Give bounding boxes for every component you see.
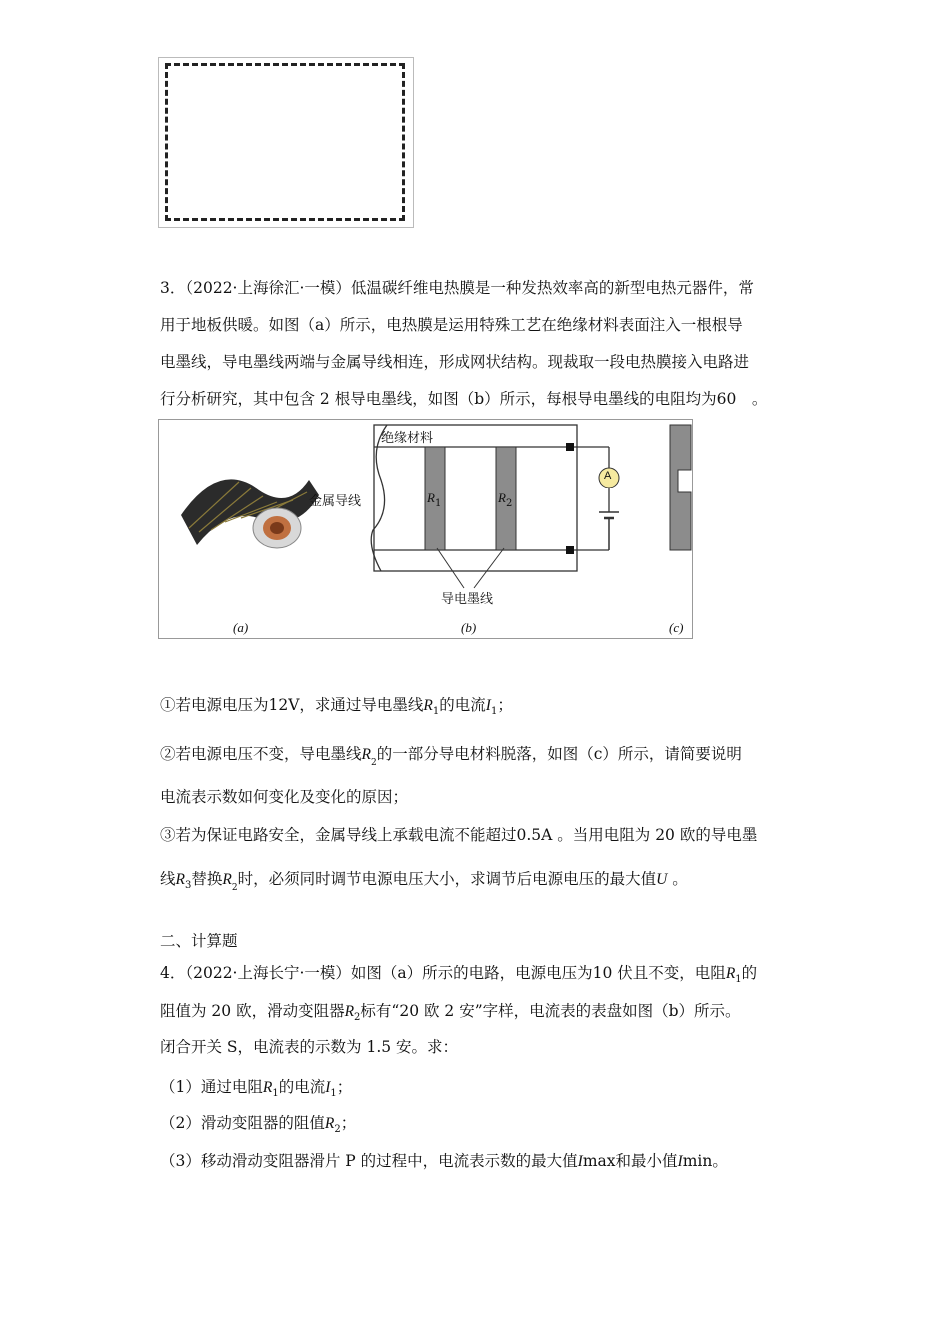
- heating-film-illustration: [181, 479, 319, 548]
- terminal-bottom: [566, 546, 574, 554]
- q4-line-2: 阻值为 20 欧，滑动变阻器$R_2$标有“20 欧 2 安”字样，电流表的表盘如图（b）所示。: [160, 1002, 741, 1023]
- q4-line-1: 4．（2022·上海长宁·一模）如图（a）所示的电路，电源电压为10 伏且不变，电阻$R_1$的: [160, 964, 758, 985]
- dashed-border: [165, 63, 405, 221]
- q4-part-3: （3）移动滑动变阻器滑片 P 的过程中，电流表示数的最大值Imax和最小值Imin。: [160, 1152, 728, 1170]
- q4-part-1: （1）通过电阻$R_1$的电流$I_1$；: [160, 1078, 353, 1099]
- q3-sub-1: ①若电源电压为12V，求通过导电墨线$R_1$的电流$I_1$；: [160, 696, 513, 717]
- section-heading: 二、计算题: [160, 932, 238, 950]
- placeholder-figure: [158, 57, 414, 228]
- caption-c: (c): [669, 620, 684, 635]
- caption-b: (b): [461, 620, 477, 635]
- figure-svg: [159, 420, 692, 638]
- q3-line-3: 电墨线，导电墨线两端与金属导线相连，形成网状结构。现裁取一段电热膜接入电路进: [160, 353, 750, 371]
- damaged-ink-line: [670, 425, 691, 550]
- q3-sub-2: ②若电源电压不变，导电墨线$R_2$的一部分导电材料脱落，如图（c）所示，请简要说明: [160, 745, 742, 768]
- q3-line-2: 用于地板供暖。如图（a）所示，电热膜是运用特殊工艺在绝缘材料表面注入一根根导: [160, 316, 743, 334]
- label-insulation: 绝缘材料: [381, 431, 434, 446]
- ammeter-label: A: [604, 470, 612, 482]
- label-r1: $R_1$: [427, 490, 442, 509]
- caption-a: (a): [233, 620, 249, 635]
- label-ink-line: 导电墨线: [441, 592, 494, 607]
- terminal-top: [566, 443, 574, 451]
- q4-line-3: 闭合开关 S，电流表的示数为 1.5 安。求：: [160, 1038, 459, 1056]
- q4-part-2: （2）滑动变阻器的阻值$R_2$；: [160, 1114, 357, 1135]
- circuit-figure: [158, 419, 693, 639]
- q3-sub-3-cont: 线$R_3$替换$R_2$时，必须同时调节电源电压大小，求调节后电源电压的最大值U 。: [160, 870, 688, 893]
- label-r2: $R_2$: [498, 490, 513, 509]
- q3-line-1: 3．（2022·上海徐汇·一模）低温碳纤维电热膜是一种发热效率高的新型电热元器件，常: [160, 279, 754, 297]
- label-metal-wire: 金属导线: [309, 494, 362, 509]
- q3-sub-3: ③若为保证电路安全，金属导线上承载电流不能超过0.5A 。当用电阻为 20 欧的导电墨: [160, 826, 758, 844]
- q3-line-4: 行分析研究，其中包含 2 根导电墨线，如图（b）所示，每根导电墨线的电阻均为60 。: [160, 390, 768, 408]
- q3-sub-2-cont: 电流表示数如何变化及变化的原因；: [160, 788, 409, 806]
